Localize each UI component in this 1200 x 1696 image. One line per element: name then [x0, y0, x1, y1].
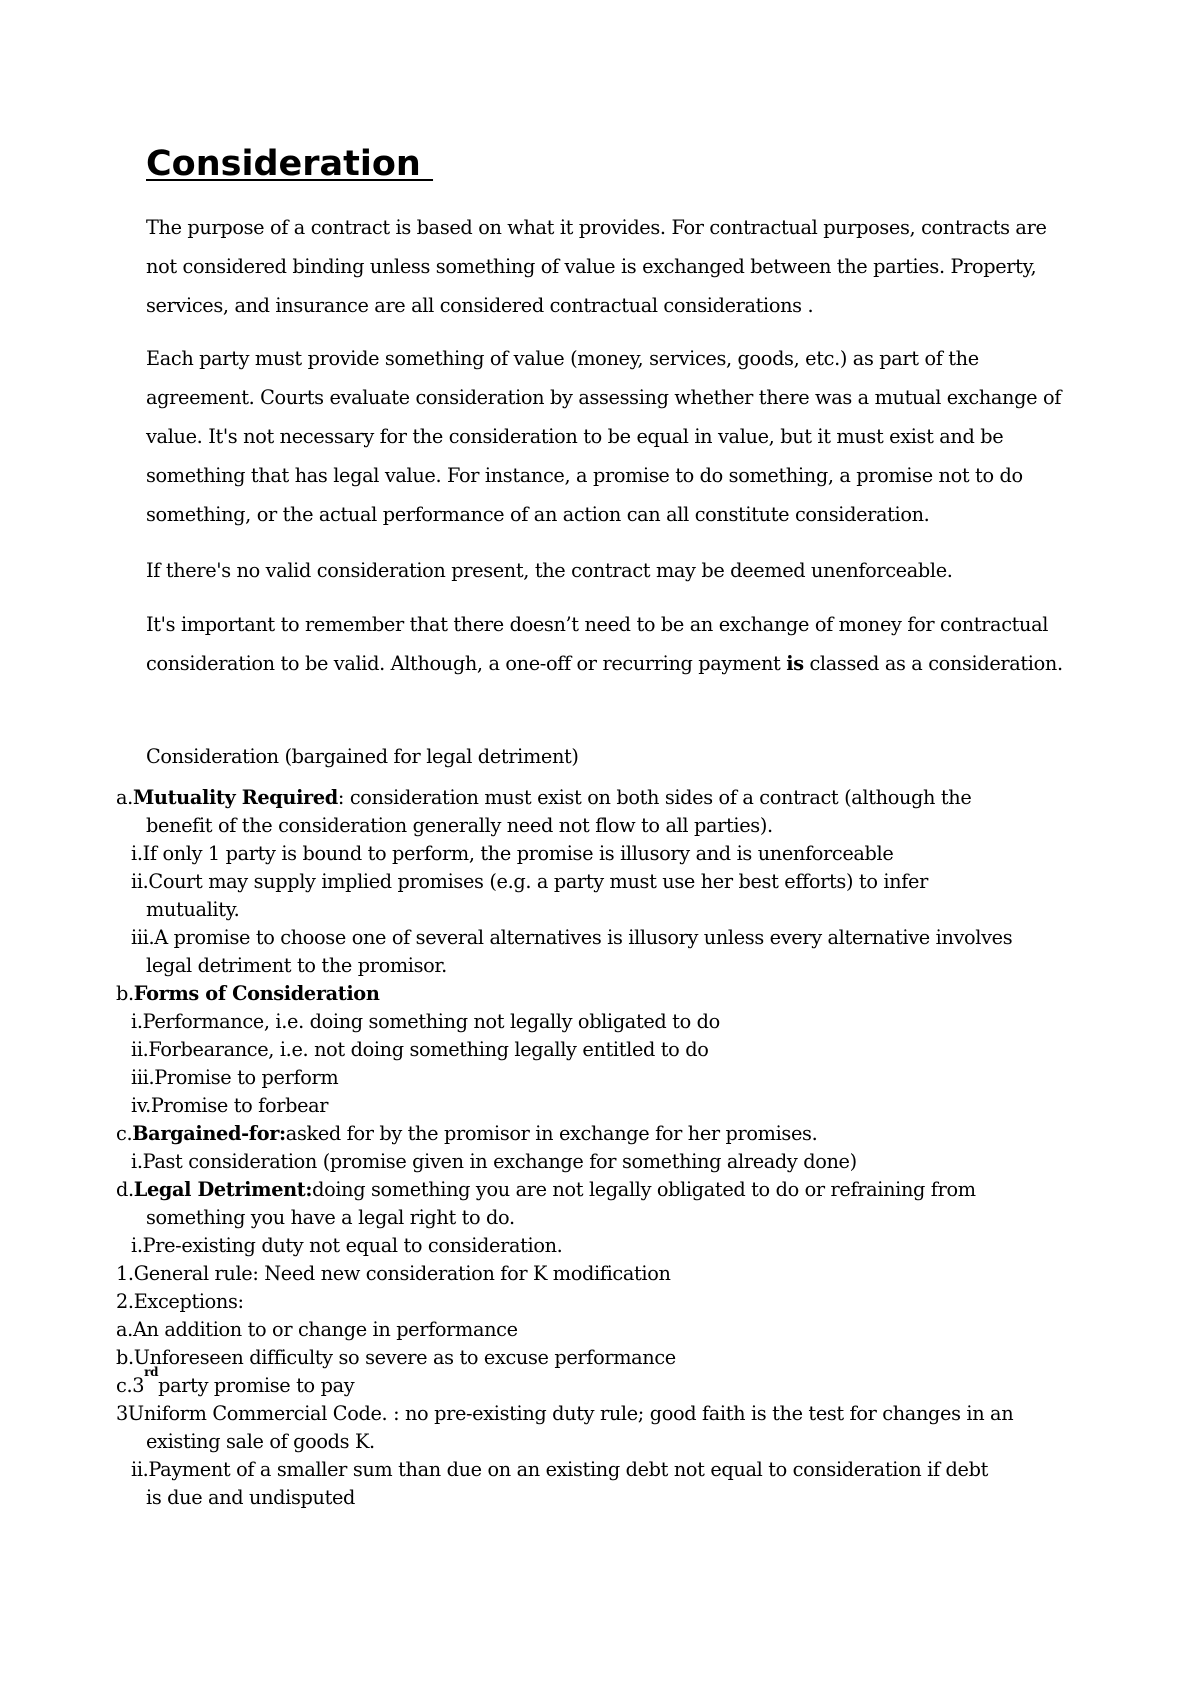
list-item-text: Unforeseen difficulty so severe as to excuse performance — [133, 1346, 676, 1369]
list-item — [116, 1120, 1076, 1148]
list-item-text: Pre-existing duty not equal to consideration. — [142, 1234, 563, 1257]
list-item-continuation: existing sale of goods K. — [146, 1430, 375, 1453]
list-item-text: Forbearance, i.e. not doing something legally entitled to do — [148, 1038, 709, 1061]
list-item — [116, 1092, 1076, 1120]
list-marker: i. — [131, 1150, 143, 1173]
list-item-continuation: something you have a legal right to do. — [146, 1206, 515, 1229]
paragraph-intro: The purpose of a contract is based on what it provides. For contractual purposes, contracts are not considered binding unless something of value is exchanged between the parties. Property, services, and insurance are all considered contractual considerations . — [146, 216, 1047, 317]
list-item-text: party promise to pay — [158, 1374, 355, 1397]
list-item-text: doing something you are not legally obligated to do or refraining from — [312, 1178, 976, 1201]
list-item — [116, 1260, 1076, 1288]
list-item-text: Past consideration (promise given in exchange for something already done) — [142, 1150, 857, 1173]
list-marker: a. — [116, 1318, 133, 1341]
list-item — [116, 1456, 1076, 1484]
list-item — [116, 1344, 1076, 1372]
outline-list — [116, 784, 1076, 1512]
list-item-heading: Legal Detriment: — [133, 1178, 313, 1201]
paragraph-money-text-1: It's important to remember that there doesn’t need to be an exchange of money for contractual consideration to be valid. Although, a one-off or recurring payment — [146, 613, 1049, 675]
list-marker: 3 — [116, 1402, 128, 1425]
list-marker: b. — [116, 982, 134, 1005]
paragraph-value: Each party must provide something of value (money, services, goods, etc.) as part of the agreement. Courts evaluate consideration by assessing whether there was a mutual exchange of value. It's not necessary for the consideration to be equal in value, but it must exist and be something that has legal value. For instance, a promise to do something, a promise not to do something, or the actual performance of an action can all constitute consideration. — [146, 347, 1061, 526]
list-item-continuation: mutuality. — [146, 898, 240, 921]
list-item-text: 3 — [132, 1374, 145, 1397]
list-item-text: Uniform Commercial Code. : no pre-existing duty rule; good faith is the test for changes in an — [127, 1402, 1014, 1425]
list-marker: c. — [116, 1374, 133, 1397]
list-item — [116, 1316, 1076, 1344]
page-title: Consideration — [146, 144, 434, 184]
list-item: c. 3 rd party promise to pay — [116, 1372, 1076, 1400]
list-item-text: An addition to or change in performance — [132, 1318, 518, 1341]
list-item-heading: Mutuality Required — [132, 786, 338, 809]
list-item-text: General rule: Need new consideration for K modification — [133, 1262, 671, 1285]
paragraph-unenforceable: If there's no valid consideration present, the contract may be deemed unenforceable. — [146, 559, 953, 582]
list-item-continuation: legal detriment to the promisor. — [146, 954, 447, 977]
list-item-text: : consideration must exist on both sides of a contract (although the — [337, 786, 972, 809]
outline-heading: Consideration (bargained for legal detriment) — [146, 745, 579, 768]
list-item — [116, 840, 1076, 868]
list-item-text: Performance, i.e. doing something not legally obligated to do — [142, 1010, 720, 1033]
paragraph-money-text-2: classed as a consideration. — [803, 652, 1063, 675]
list-item — [116, 924, 1076, 952]
list-marker: iv. — [131, 1094, 151, 1117]
list-item-continuation: is due and undisputed — [146, 1486, 356, 1509]
list-item-heading: Bargained-for: — [132, 1122, 286, 1145]
list-item — [116, 1232, 1076, 1260]
list-item-text: Promise to perform — [154, 1066, 339, 1089]
list-marker: ii. — [131, 1038, 149, 1061]
list-marker: 2. — [116, 1290, 134, 1313]
list-item — [116, 784, 1076, 812]
paragraph-money — [146, 605, 1076, 683]
list-marker: iii. — [131, 926, 155, 949]
list-marker: i. — [131, 842, 143, 865]
list-item-text: asked for by the promisor in exchange for her promises. — [285, 1122, 818, 1145]
list-marker: ii. — [131, 870, 149, 893]
list-item — [116, 868, 1076, 896]
list-marker: d. — [116, 1178, 134, 1201]
list-item-text: Exceptions: — [133, 1290, 244, 1313]
list-item — [116, 1148, 1076, 1176]
list-marker: i. — [131, 1010, 143, 1033]
list-item — [116, 1064, 1076, 1092]
list-marker: 1. — [116, 1262, 134, 1285]
list-item — [116, 1400, 1076, 1428]
list-item — [116, 1008, 1076, 1036]
list-item-text: A promise to choose one of several alternatives is illusory unless every alternative involves — [154, 926, 1013, 949]
list-item — [116, 1176, 1076, 1204]
paragraph-money-emphasis: is — [786, 652, 804, 675]
list-item-text: Payment of a smaller sum than due on an existing debt not equal to consideration if debt — [148, 1458, 988, 1481]
list-marker: b. — [116, 1346, 134, 1369]
list-marker: c. — [116, 1122, 133, 1145]
list-item-continuation: benefit of the consideration generally need not flow to all parties). — [146, 814, 773, 837]
list-item-text: Promise to forbear — [150, 1094, 329, 1117]
list-item-text: If only 1 party is bound to perform, the promise is illusory and is unenforceable — [142, 842, 894, 865]
list-item-heading: Forms of Consideration — [133, 982, 380, 1005]
list-item-text: Court may supply implied promises (e.g. a party must use her best efforts) to infer — [148, 870, 928, 893]
list-marker: iii. — [131, 1066, 155, 1089]
list-item — [116, 1036, 1076, 1064]
list-item — [116, 980, 1076, 1008]
list-item — [116, 1288, 1076, 1316]
list-marker: i. — [131, 1234, 143, 1257]
list-marker: a. — [116, 786, 133, 809]
list-marker: ii. — [131, 1458, 149, 1481]
